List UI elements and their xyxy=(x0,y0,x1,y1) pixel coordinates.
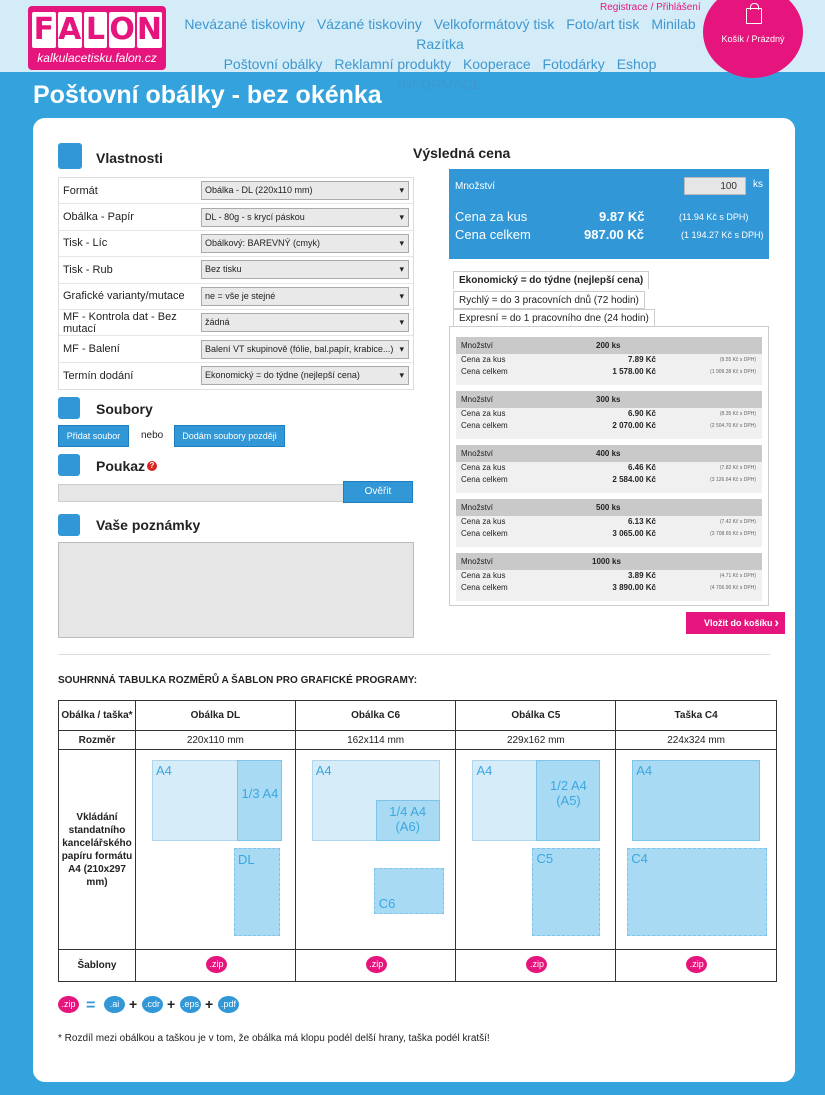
section-icon xyxy=(58,454,80,476)
falon-logo[interactable] xyxy=(28,6,166,70)
price-block[interactable]: Množství 200 ks Cena za kus 7.89 Kč (9.55 Kč s DPH) Cena celkem 1 578.00 Kč (1 909.38 Kč s DPH) xyxy=(456,337,762,385)
packing-select[interactable]: Balení VT skupinově (fólie, bal.papír, krabice...) ▾ xyxy=(201,340,409,359)
nav-item[interactable]: Fotodárky xyxy=(542,56,605,72)
help-icon[interactable]: ? xyxy=(147,461,157,471)
nav-item[interactable]: Poštovní obálky xyxy=(223,56,323,72)
variants-select[interactable]: ne = vše je stejné ▾ xyxy=(201,287,409,306)
properties-title: Vlastnosti xyxy=(96,150,163,166)
property-label: MF - Kontrola dat - Bez mutací xyxy=(63,310,177,335)
paper-select[interactable]: DL - 80g - s krycí páskou ▾ xyxy=(201,208,409,227)
price-block[interactable]: Množství 300 ks Cena za kus 6.90 Kč (8.35 Kč s DPH) Cena celkem 2 070.00 Kč (2 504.70 Kč s DPH) xyxy=(456,391,762,439)
send-later-button[interactable]: Dodám soubory později xyxy=(174,425,285,447)
format-legend: .zip = .ai + .cdr + .eps + .pdf xyxy=(58,996,278,1016)
logo-subtitle: kalkulacetisku.falon.cz xyxy=(37,51,157,65)
property-label: MF - Balení xyxy=(63,343,120,356)
format-select[interactable]: Obálka - DL (220x110 mm) ▾ xyxy=(201,181,409,200)
unit-price: 9.87 Kč xyxy=(599,209,645,224)
add-file-button[interactable]: Přidat soubor xyxy=(58,425,129,447)
cdr-pill: .cdr xyxy=(142,996,163,1013)
nav-item[interactable]: Foto/art tisk xyxy=(566,16,640,32)
row-label: Rozměr xyxy=(59,731,136,750)
property-label: Obálka - Papír xyxy=(63,211,134,224)
add-to-cart-button[interactable]: Vložit do košíku › xyxy=(686,612,785,634)
size-cell: 229x162 mm xyxy=(456,731,616,750)
template-cell xyxy=(295,950,456,982)
summary-table xyxy=(58,700,777,982)
nav-item[interactable]: Reklamní produkty xyxy=(334,56,452,72)
nav-item[interactable]: Minilab xyxy=(651,16,696,32)
voucher-input[interactable] xyxy=(58,484,344,502)
total-price: 987.00 Kč xyxy=(584,227,644,242)
price-block[interactable]: Množství 500 ks Cena za kus 6.13 Kč (7.42 Kč s DPH) Cena celkem 3 065.00 Kč (3 708.65 Kč s DPH) xyxy=(456,499,762,547)
zip-download-button[interactable]: .zip xyxy=(366,956,387,973)
size-cell: 162x114 mm xyxy=(295,731,456,750)
data-check-select[interactable]: žádná ▾ xyxy=(201,313,409,332)
property-row xyxy=(59,310,413,336)
register-login-link[interactable]: Registrace / Přihlášení xyxy=(600,2,701,13)
col-header: Obálka C5 xyxy=(456,701,616,731)
property-label: Formát xyxy=(63,184,98,197)
row-label: Vkládání standatního kancelářského papíru formátu A4 (210x297 mm) xyxy=(59,750,136,950)
property-row xyxy=(59,257,413,283)
quantity-input[interactable]: 100 xyxy=(684,177,746,195)
property-label: Grafické varianty/mutace xyxy=(63,290,185,303)
or-text: nebo xyxy=(141,430,164,441)
diagram-cell-c4: A4 C4 xyxy=(616,750,777,950)
verify-button[interactable]: Ověřit xyxy=(343,481,413,503)
files-title: Soubory xyxy=(96,401,153,417)
size-cell: 224x324 mm xyxy=(616,731,777,750)
properties-table xyxy=(58,177,414,390)
property-row xyxy=(59,363,413,389)
shopping-bag-icon xyxy=(746,8,762,24)
price-block[interactable]: Množství 1000 ks Cena za kus 3.89 Kč (4.71 Kč s DPH) Cena celkem 3 890.00 Kč (4 706.90 Kč s DPH) xyxy=(456,553,762,601)
price-block[interactable]: Množství 400 ks Cena za kus 6.46 Kč (7.82 Kč s DPH) Cena celkem 2 584.00 Kč (3 126.64 Kč s DPH) xyxy=(456,445,762,493)
tab-fast[interactable]: Rychlý = do 3 pracovních dnů (72 hodin) xyxy=(453,291,645,309)
delivery-select[interactable]: Ekonomický = do týdne (nejlepší cena) ▾ xyxy=(201,366,409,385)
summary-title: SOUHRNNÁ TABULKA ROZMĚRŮ A ŠABLON PRO GRAFICKÉ PROGRAMY: xyxy=(58,675,418,686)
template-cell xyxy=(135,950,295,982)
pdf-pill: .pdf xyxy=(218,996,239,1013)
nav-item[interactable]: Razítka xyxy=(416,36,464,52)
diagram-cell-c5: A4 1/2 A4 (A5) C5 xyxy=(456,750,616,950)
price-list xyxy=(449,326,769,606)
ai-pill: .ai xyxy=(104,996,125,1013)
col-header: Taška C4 xyxy=(616,701,777,731)
property-row xyxy=(59,178,413,204)
property-label: Tisk - Líc xyxy=(63,237,108,250)
quantity-unit: ks xyxy=(753,179,763,190)
diagram-cell-c6: A4 1/4 A4 (A6) C6 xyxy=(295,750,456,950)
zip-download-button[interactable]: .zip xyxy=(686,956,707,973)
notes-textarea[interactable] xyxy=(58,542,414,638)
unit-price-label: Cena za kus xyxy=(455,209,528,224)
template-cell xyxy=(456,950,616,982)
top-bar xyxy=(0,0,825,92)
unit-price-vat: (11.94 Kč s DPH) xyxy=(679,212,749,222)
col-header: Obálka DL xyxy=(135,701,295,731)
property-label: Termín dodání xyxy=(63,369,134,382)
print-front-select[interactable]: Obálkový: BAREVNÝ (cmyk) ▾ xyxy=(201,234,409,253)
nav-item[interactable]: Eshop xyxy=(616,56,657,72)
template-cell xyxy=(616,950,777,982)
price-summary xyxy=(449,169,769,259)
c4-bag xyxy=(627,848,767,936)
row-label: Šablony xyxy=(59,950,136,982)
voucher-title: Poukaz xyxy=(96,458,146,474)
quantity-label: Množství xyxy=(455,181,496,192)
page-title: Poštovní obálky - bez okénka xyxy=(33,81,382,109)
tab-express[interactable]: Expresní = do 1 pracovního dne (24 hodin) xyxy=(453,309,655,327)
cart-label: Košík / Prázdný xyxy=(721,34,785,44)
property-row xyxy=(59,204,413,230)
section-icon xyxy=(58,514,80,536)
size-cell: 220x110 mm xyxy=(135,731,295,750)
nav-item[interactable]: Velkoformátový tisk xyxy=(433,16,555,32)
print-back-select[interactable]: Bez tisku ▾ xyxy=(201,260,409,279)
summary-corner: Obálka / taška* xyxy=(59,701,136,731)
zip-download-button[interactable]: .zip xyxy=(206,956,227,973)
tab-economic[interactable]: Ekonomický = do týdne (nejlepší cena) xyxy=(453,271,649,289)
section-icon xyxy=(58,397,80,419)
logo-letters: F A L O N xyxy=(33,12,163,47)
divider xyxy=(58,654,770,655)
total-price-vat: (1 194.27 Kč s DPH) xyxy=(681,230,764,240)
property-row xyxy=(59,336,413,362)
property-row xyxy=(59,284,413,310)
result-title: Výsledná cena xyxy=(413,145,511,161)
zip-pill: .zip xyxy=(58,996,79,1013)
main-card xyxy=(33,118,795,1082)
nav-item[interactable]: INFORMACE xyxy=(398,76,482,92)
diagram-cell-dl: A4 1/3 A4 DL xyxy=(135,750,295,950)
col-header: Obálka C6 xyxy=(295,701,456,731)
property-label: Tisk - Rub xyxy=(63,263,113,276)
nav-item[interactable]: Nevázané tiskoviny xyxy=(184,16,305,32)
nav-item[interactable]: Kooperace xyxy=(462,56,531,72)
total-price-label: Cena celkem xyxy=(455,227,531,242)
nav-item[interactable]: Vázané tiskoviny xyxy=(316,16,422,32)
footnote: * Rozdíl mezi obálkou a taškou je v tom, že obálka má klopu podél delší hrany, taška podél kratší! xyxy=(58,1033,490,1044)
notes-title: Vaše poznámky xyxy=(96,517,201,533)
section-icon xyxy=(58,143,82,169)
zip-download-button[interactable]: .zip xyxy=(526,956,547,973)
eps-pill: .eps xyxy=(180,996,201,1013)
property-row xyxy=(59,231,413,257)
